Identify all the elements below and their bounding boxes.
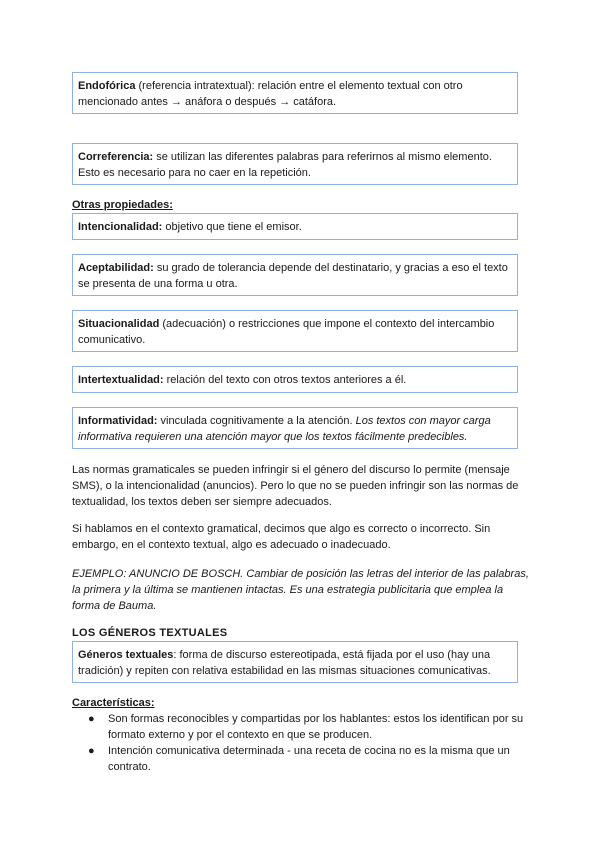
term-informatividad: Informatividad: (78, 415, 158, 427)
term-intencionalidad: Intencionalidad: (78, 221, 163, 233)
definition-aceptabilidad: su grado de tolerancia depende del destinatario, y gracias a eso el texto se presenta de una forma u otra. (78, 262, 508, 290)
list-item-text: Son formas reconocibles y compartidas por los hablantes: estos los identifican por su formato externo y por el contexto en que se producen. (108, 713, 524, 741)
bullet-icon: ● (88, 713, 95, 725)
definition-intertextualidad: relación del texto con otros textos anteriores a él. (163, 374, 407, 386)
term-correferencia: Correferencia: (78, 151, 154, 163)
term-situacionalidad: Situacionalidad (78, 318, 160, 330)
definition-informatividad-italic: Los textos con mayor carga informativa requieren una atención mayor que los textos fácilmente predecibles. (78, 415, 491, 443)
paragraph-ejemplo: EJEMPLO: ANUNCIO DE BOSCH. Cambiar de posición las letras del interior de las palabras, la primera y la última se mantienen intactas. Es una estrategia publicitaria que emplea la forma de Bauma. (72, 568, 529, 612)
definition-box-informatividad (72, 407, 518, 449)
definition-box-correferencia (72, 143, 518, 185)
definition-intencionalidad: objetivo que tiene el emisor. (162, 221, 302, 233)
definition-informatividad: vinculada cognitivamente a la atención. (157, 415, 356, 427)
caracteristicas-list (88, 711, 534, 775)
definition-box-intertextualidad (72, 366, 518, 393)
definition-generos: : forma de discurso estereotipada, está fijada por el uso (hay una tradición) y repiten con relativa estabilidad en las mismas situaciones comunicativas. (78, 649, 491, 677)
definition-box-situacionalidad (72, 310, 518, 352)
bullet-icon: ● (88, 745, 95, 757)
list-item-text: Intención comunicativa determinada - una receta de cocina no es la misma que un contrato. (108, 745, 510, 773)
caracteristicas-heading: Características: (72, 697, 155, 709)
definition-box-intencionalidad (72, 213, 518, 240)
definition-box-aceptabilidad (72, 254, 518, 296)
paragraph-normas: Las normas gramaticales se pueden infringir si el género del discurso lo permite (mensaje SMS), o la intencionalidad (anuncios). Pero lo que no se pueden infringir son las normas de textualidad, los textos deben ser siempre adecuados. (72, 464, 519, 508)
definition-endoforica: (referencia intratextual): relación entre el elemento textual con otro mencionado antes → anáfora o después → catáfora. (78, 80, 463, 108)
section-title-generos: LOS GÉNEROS TEXTUALES (72, 627, 228, 639)
term-intertextualidad: Intertextualidad: (78, 374, 164, 386)
definition-box-generos (72, 641, 518, 683)
otras-propiedades-heading: Otras propiedades: (72, 199, 173, 211)
term-generos: Géneros textuales (78, 649, 174, 661)
term-endoforica: Endofórica (78, 80, 136, 92)
definition-box-endoforica (72, 72, 518, 114)
definition-correferencia: se utilizan las diferentes palabras para referirnos al mismo elemento. Esto es necesario para no caer en la repetición. (78, 151, 492, 179)
list-item (88, 711, 534, 743)
term-aceptabilidad: Aceptabilidad: (78, 262, 154, 274)
paragraph-contexto: Si hablamos en el contexto gramatical, decimos que algo es correcto o incorrecto. Sin embargo, en el contexto textual, algo es adecuado o inadecuado. (72, 523, 491, 551)
list-item (88, 743, 534, 775)
definition-situacionalidad: (adecuación) o restricciones que impone el contexto del intercambio comunicativo. (78, 318, 495, 346)
